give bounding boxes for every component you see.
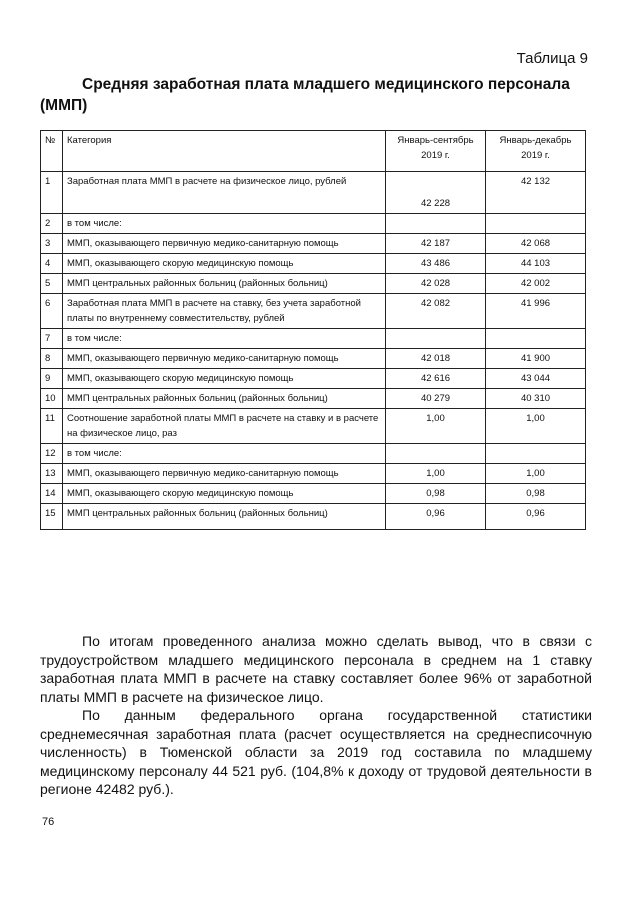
row-value-jan-dec: 41 900	[486, 349, 586, 369]
row-value-jan-dec: 42 132	[486, 172, 586, 214]
row-category: ММП центральных районных больниц (районных больниц)	[63, 274, 386, 294]
table-row	[41, 389, 586, 409]
table-row	[41, 409, 586, 444]
table-row	[41, 254, 586, 274]
conclusion-paragraph: По итогам проведенного анализа можно сделать вывод, что в связи с трудоустройством младшего медицинского персонала в среднем на 1 ставку заработная плата ММП в расчете на ставку составляет более 96% от заработной платы ММП в расчете на физическое лицо.	[40, 633, 592, 705]
header-category: Категория	[63, 131, 386, 172]
row-number: 14	[41, 484, 63, 504]
row-number: 2	[41, 214, 63, 234]
row-value-jan-sep: 42 082	[386, 294, 486, 329]
page-number: 76	[42, 816, 55, 828]
row-value-jan-sep: 0,98	[386, 484, 486, 504]
table-row	[41, 484, 586, 504]
table-row	[41, 349, 586, 369]
row-category: ММП, оказывающего скорую медицинскую помощь	[63, 484, 386, 504]
row-value-jan-dec: 42 068	[486, 234, 586, 254]
table-row	[41, 329, 586, 349]
row-category: Соотношение заработной платы ММП в расчете на ставку и в расчете на физическое лицо, раз	[63, 409, 386, 444]
row-number: 3	[41, 234, 63, 254]
row-value-jan-dec: 44 103	[486, 254, 586, 274]
table-row	[41, 294, 586, 329]
table-row	[41, 444, 586, 464]
table-row	[41, 274, 586, 294]
row-value-jan-sep: 43 486	[386, 254, 486, 274]
row-value-jan-sep: 40 279	[386, 389, 486, 409]
row-category: ММП, оказывающего первичную медико-санитарную помощь	[63, 234, 386, 254]
table-row	[41, 504, 586, 530]
header-jan-sep: Январь-сентябрь 2019 г.	[386, 131, 486, 172]
row-number: 13	[41, 464, 63, 484]
row-value-jan-sep: 42 616	[386, 369, 486, 389]
table-row	[41, 234, 586, 254]
row-number: 8	[41, 349, 63, 369]
row-value-jan-dec: 42 002	[486, 274, 586, 294]
row-value-jan-dec: 41 996	[486, 294, 586, 329]
row-value-jan-sep: 0,96	[386, 504, 486, 530]
row-value-jan-dec: 0,96	[486, 504, 586, 530]
table-row	[41, 464, 586, 484]
table-body	[41, 172, 586, 530]
row-number: 12	[41, 444, 63, 464]
row-value-jan-sep	[386, 444, 486, 464]
row-value-jan-dec: 43 044	[486, 369, 586, 389]
row-value-jan-sep: 42 018	[386, 349, 486, 369]
row-value-jan-dec	[486, 444, 586, 464]
statistics-paragraph: По данным федерального органа государственной статистики среднемесячная заработная плата (расчет осуществляется на среднесписочную численность) в Тюменской области за 2019 год составила по младшему медицинскому персоналу 44 521 руб. (104,8% к доходу от трудовой деятельности в регионе 42482 руб.).	[40, 707, 592, 797]
row-value-jan-dec: 1,00	[486, 464, 586, 484]
row-category: ММП, оказывающего скорую медицинскую помощь	[63, 369, 386, 389]
table-row	[41, 172, 586, 214]
table-label: Таблица 9	[516, 50, 588, 67]
row-number: 9	[41, 369, 63, 389]
row-number: 4	[41, 254, 63, 274]
row-category: Заработная плата ММП в расчете на физическое лицо, рублей	[63, 172, 386, 214]
row-category: ММП, оказывающего первичную медико-санитарную помощь	[63, 464, 386, 484]
header-number: №	[41, 131, 63, 172]
header-jan-dec: Январь-декабрь 2019 г.	[486, 131, 586, 172]
row-category: в том числе:	[63, 444, 386, 464]
row-category: в том числе:	[63, 329, 386, 349]
row-number: 10	[41, 389, 63, 409]
row-value-jan-sep: 1,00	[386, 464, 486, 484]
row-value-jan-dec: 1,00	[486, 409, 586, 444]
row-number: 11	[41, 409, 63, 444]
row-category: ММП центральных районных больниц (районных больниц)	[63, 389, 386, 409]
table-row	[41, 369, 586, 389]
row-value-jan-dec	[486, 214, 586, 234]
row-value-jan-sep: 42 228	[386, 172, 486, 214]
row-value-jan-dec: 40 310	[486, 389, 586, 409]
row-value-jan-dec: 0,98	[486, 484, 586, 504]
row-number: 6	[41, 294, 63, 329]
row-number: 15	[41, 504, 63, 530]
table-header-row	[41, 131, 586, 172]
row-category: ММП, оказывающего первичную медико-санитарную помощь	[63, 349, 386, 369]
row-value-jan-sep: 1,00	[386, 409, 486, 444]
row-number: 5	[41, 274, 63, 294]
table-row	[41, 214, 586, 234]
row-category: в том числе:	[63, 214, 386, 234]
row-value-jan-sep: 42 028	[386, 274, 486, 294]
row-category: Заработная плата ММП в расчете на ставку, без учета заработной платы по внутреннему совместительству, рублей	[63, 294, 386, 329]
row-value-jan-dec	[486, 329, 586, 349]
document-title: Средняя заработная плата младшего медицинского персонала (ММП)	[40, 76, 570, 114]
row-value-jan-sep	[386, 214, 486, 234]
row-number: 7	[41, 329, 63, 349]
salary-table	[40, 130, 586, 530]
row-value-jan-sep: 42 187	[386, 234, 486, 254]
row-value-jan-sep	[386, 329, 486, 349]
row-category: ММП центральных районных больниц (районных больниц)	[63, 504, 386, 530]
row-category: ММП, оказывающего скорую медицинскую помощь	[63, 254, 386, 274]
row-number: 1	[41, 172, 63, 214]
